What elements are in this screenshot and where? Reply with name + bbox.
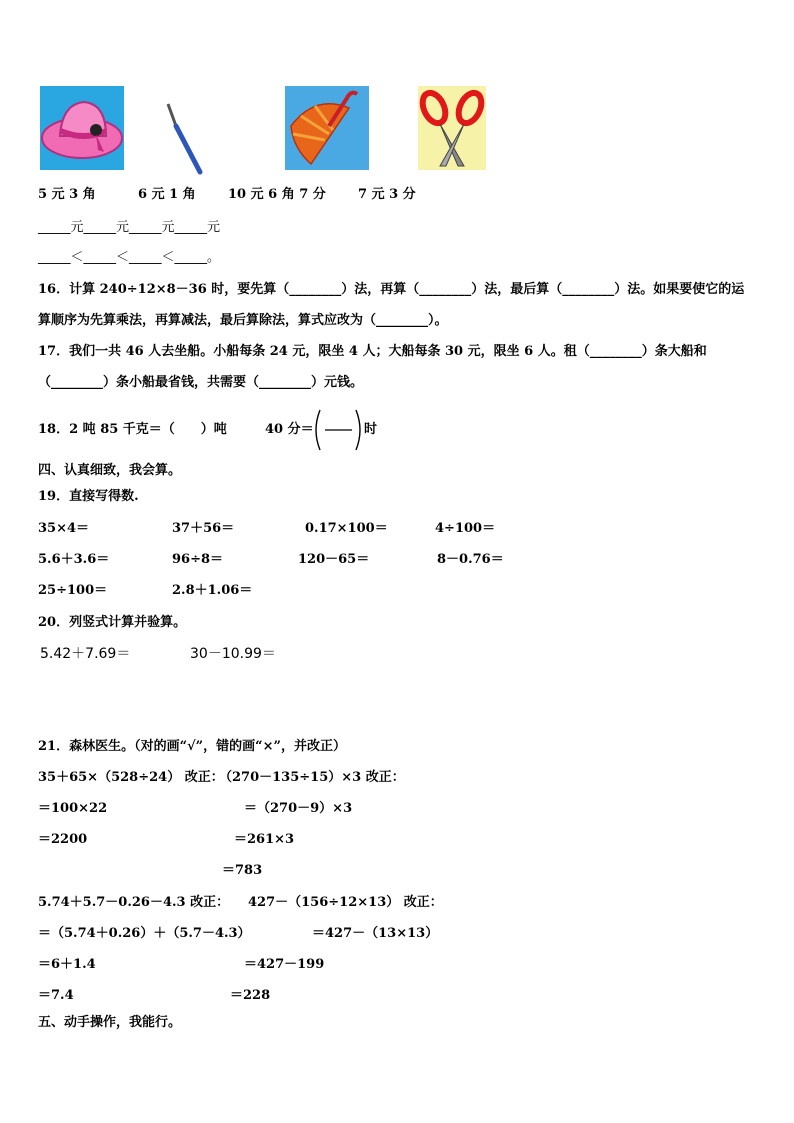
price-pen: 6 元 1 角 bbox=[138, 187, 196, 202]
section-4-heading: 四、认真细致，我会算。 bbox=[38, 463, 182, 478]
check-a-line: 35＋65×（528÷24） 改正： bbox=[38, 770, 224, 785]
calc-item: 25÷100＝ bbox=[38, 583, 108, 598]
price-scissors: 7 元 3 分 bbox=[358, 187, 416, 202]
check-b-line: ＝261×3 bbox=[234, 832, 295, 847]
question-17-line-2: （________）条小船最省钱，共需要（________）元钱。 bbox=[38, 375, 364, 390]
question-21-title: 21．森林医生。（对的画“√”，错的画“×”，并改正） bbox=[38, 739, 346, 754]
question-16-line-2: 算顺序为先算乘法，再算减法，最后算除法，算式应改为（________）。 bbox=[38, 313, 448, 328]
scissors-picture bbox=[418, 86, 486, 170]
question-18-time-prefix: 40 分＝ bbox=[265, 422, 314, 437]
price-umbrella: 10 元 6 角 7 分 bbox=[228, 187, 326, 202]
price-hat: 5 元 3 角 bbox=[38, 187, 96, 202]
calc-item: 96÷8＝ bbox=[172, 552, 224, 567]
check-d-line: 427－（156÷12×13） 改正： bbox=[248, 895, 443, 910]
calc-item: 4÷100＝ bbox=[435, 521, 496, 536]
vertical-calc-item: 30－10.99＝ bbox=[190, 646, 276, 662]
calc-item: 37＋56＝ bbox=[172, 521, 235, 536]
umbrella-picture bbox=[285, 86, 369, 170]
calc-item: 8－0.76＝ bbox=[437, 552, 504, 567]
check-b-line: （270－135÷15）×3 改正： bbox=[219, 770, 405, 785]
vertical-calc-item: 5.42＋7.69＝ bbox=[40, 646, 131, 662]
check-c-line: ＝7.4 bbox=[38, 988, 74, 1003]
calc-item: 0.17×100＝ bbox=[305, 521, 388, 536]
fraction-blank bbox=[312, 408, 364, 452]
check-b-line: ＝783 bbox=[222, 863, 263, 878]
calc-item: 2.8＋1.06＝ bbox=[172, 583, 253, 598]
check-d-line: ＝228 bbox=[230, 988, 271, 1003]
check-c-line: 5.74＋5.7－0.26－4.3 改正： bbox=[38, 895, 230, 910]
calc-item: 35×4＝ bbox=[38, 521, 90, 536]
question-20-title: 20．列竖式计算并验算。 bbox=[38, 615, 187, 630]
question-16-line-1: 16．计算 240÷12×8－36 时，要先算（________）法，再算（________）法，最后算（________）法。如果要使它的运 bbox=[38, 282, 745, 297]
check-a-line: ＝2200 bbox=[38, 832, 88, 847]
check-d-line: ＝427－（13×13） bbox=[312, 926, 439, 941]
pen-picture bbox=[160, 100, 210, 176]
check-d-line: ＝427－199 bbox=[244, 957, 325, 972]
question-18-weight: 18．2 吨 85 千克＝（ ）吨 bbox=[38, 422, 227, 437]
check-c-line: ＝（5.74＋0.26）＋（5.7－4.3） bbox=[38, 926, 251, 941]
question-18-time-suffix: 时 bbox=[364, 422, 378, 437]
calc-item: 120－65＝ bbox=[298, 552, 370, 567]
question-19-title: 19．直接写得数. bbox=[38, 489, 139, 504]
check-c-line: ＝6＋1.4 bbox=[38, 957, 96, 972]
section-5-heading: 五、动手操作，我能行。 bbox=[38, 1015, 182, 1030]
hat-picture bbox=[40, 86, 124, 170]
question-17-line-1: 17．我们一共 46 人去坐船。小船每条 24 元，限坐 4 人；大船每条 30 元，限坐 6 人。租（________）条大船和 bbox=[38, 344, 707, 359]
yuan-blank-line: _____元_____元_____元_____元 bbox=[38, 220, 221, 235]
calc-item: 5.6＋3.6＝ bbox=[38, 552, 110, 567]
check-a-line: ＝100×22 bbox=[38, 801, 108, 816]
check-b-line: ＝（270－9）×3 bbox=[244, 801, 353, 816]
compare-blank-line: _____＜_____＜_____＜_____。 bbox=[38, 250, 221, 265]
